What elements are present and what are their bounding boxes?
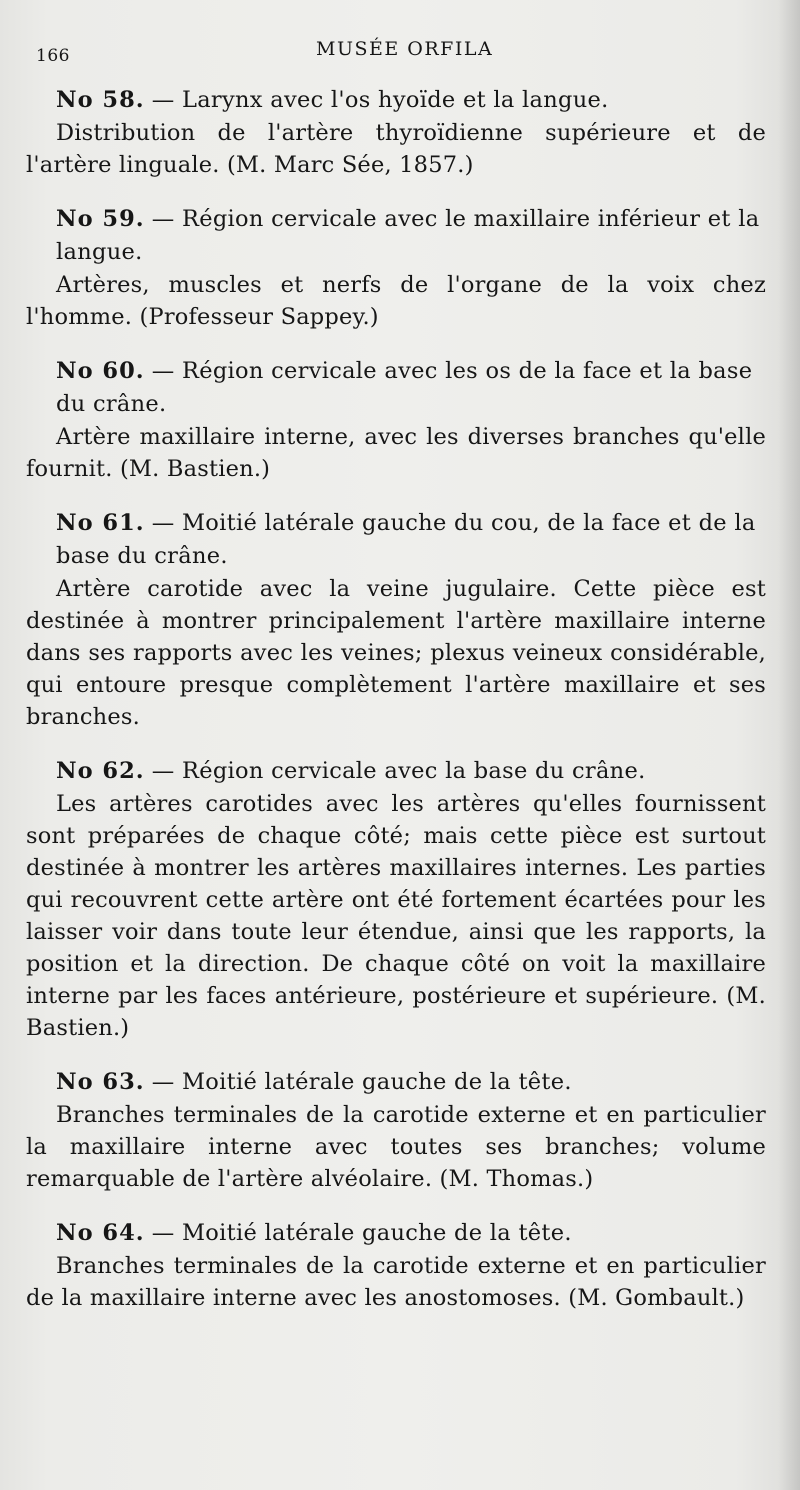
entry-description: Les artères carotides avec les artères qu'elles fournissent sont préparées de chaque côté; mais cette pièce est surtout destinée à montrer les artères maxillaires internes. Les parties qui recouvrent cette artère ont été fortement écartées pour les laisser voir dans toute leur étendue, ainsi que les rapports, la position et la direction. De chaque côté on voit la maxillaire interne par les faces antérieure, postérieure et supérieure. (M. Bastien.) — [26, 791, 766, 1041]
entry-heading — [26, 355, 766, 421]
entry-number: No 58. — [56, 87, 145, 113]
entry-description: Branches terminales de la carotide externe et en particulier la maxillaire interne avec toutes ses branches; volume remarquable de l'artère alvéolaire. (M. Thomas.) — [26, 1102, 766, 1192]
entry-title: — Région cervicale avec le maxillaire inférieur et la langue. — [56, 206, 760, 265]
page-number: 166 — [36, 46, 70, 66]
entry-number: No 60. — [56, 358, 145, 384]
entry-title: — Région cervicale avec les os de la face et la base du crâne. — [56, 358, 753, 417]
entry-title: — Larynx avec l'os hyoïde et la langue. — [151, 87, 609, 113]
catalog-entry-58 — [26, 84, 766, 181]
entry-title: — Région cervicale avec la base du crâne. — [151, 758, 646, 784]
entry-number: No 64. — [56, 1220, 145, 1246]
entry-heading — [26, 84, 766, 117]
entry-title: — Moitié latérale gauche de la tête. — [151, 1220, 572, 1246]
entry-heading — [26, 507, 766, 573]
entry-number: No 61. — [56, 510, 145, 536]
entry-description: Artères, muscles et nerfs de l'organe de la voix chez l'homme. (Professeur Sappey.) — [26, 272, 766, 330]
catalog-entry-64 — [26, 1217, 766, 1314]
catalog-entries — [26, 84, 766, 1336]
running-title: MUSÉE ORFILA — [316, 38, 494, 60]
entry-description: Artère carotide avec la veine jugulaire. Cette pièce est destinée à montrer principalement l'artère maxillaire interne dans ses rapports avec les veines; plexus veineux considérable, qui entoure presque complètement l'artère maxillaire et ses branches. — [26, 576, 766, 730]
catalog-entry-59 — [26, 203, 766, 333]
entry-heading — [26, 1217, 766, 1250]
catalog-entry-61 — [26, 507, 766, 733]
entry-number: No 62. — [56, 758, 145, 784]
entry-heading — [26, 1066, 766, 1099]
page-header — [36, 38, 756, 68]
entry-number: No 63. — [56, 1069, 145, 1095]
entry-heading — [26, 755, 766, 788]
entry-description: Distribution de l'artère thyroïdienne supérieure et de l'artère linguale. (M. Marc Sée, 1857.) — [26, 120, 766, 178]
page-edge-shadow — [778, 0, 800, 1490]
catalog-entry-63 — [26, 1066, 766, 1195]
entry-description: Artère maxillaire interne, avec les diverses branches qu'elle fournit. (M. Bastien.) — [26, 424, 766, 482]
entry-number: No 59. — [56, 206, 145, 232]
entry-title: — Moitié latérale gauche du cou, de la face et de la base du crâne. — [56, 510, 756, 569]
entry-description: Branches terminales de la carotide externe et en particulier de la maxillaire interne avec les anostomoses. (M. Gombault.) — [26, 1253, 766, 1311]
entry-heading — [26, 203, 766, 269]
catalog-entry-62 — [26, 755, 766, 1044]
catalog-entry-60 — [26, 355, 766, 485]
entry-title: — Moitié latérale gauche de la tête. — [151, 1069, 572, 1095]
